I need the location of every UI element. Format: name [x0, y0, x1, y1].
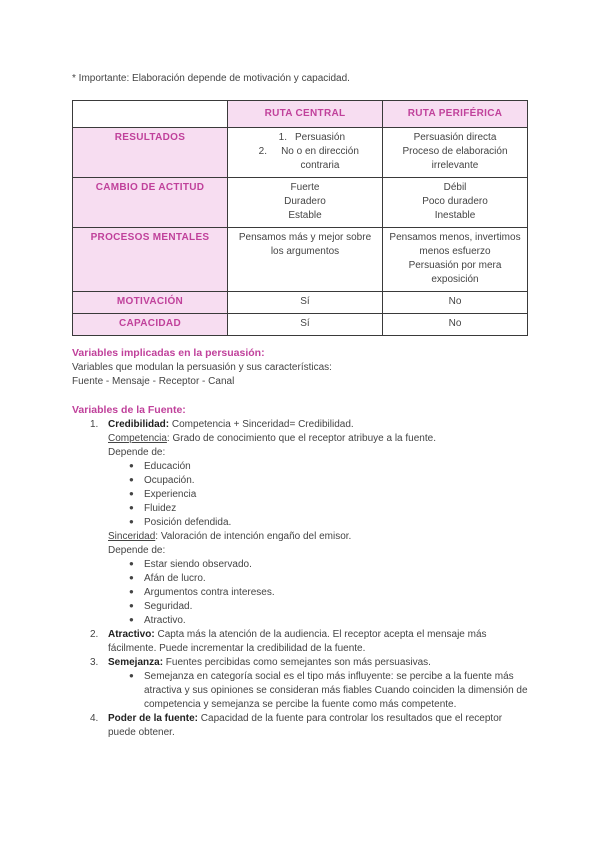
list-item: 1. Persuasión	[278, 132, 346, 143]
row-label-motivacion: MOTIVACIÓN	[73, 292, 228, 314]
row-label-cambio-actitud: CAMBIO DE ACTITUD	[73, 178, 228, 228]
cell-motivacion-periferica: No	[383, 292, 528, 314]
list-item: 2. No o en dirección contraria	[258, 146, 359, 171]
competencia-line: Competencia: Grado de conocimiento que el receptor atribuye a la fuente.	[108, 432, 436, 444]
paragraph: Variables que modulan la persuasión y sus características:	[72, 361, 332, 373]
row-label-procesos: PROCESOS MENTALES	[73, 228, 228, 292]
list-item: ● Afán de lucro.	[129, 572, 206, 584]
row-label-resultados: RESULTADOS	[73, 128, 228, 178]
list-item: 3. Semejanza: Fuentes percibidas como semejantes son más persuasivas.	[90, 656, 431, 668]
list-item: ● Seguridad.	[129, 600, 193, 612]
sinceridad-line: Sinceridad: Valoración de intención engaño del emisor.	[108, 530, 352, 542]
table-row	[73, 128, 528, 178]
list-item: ● Educación	[129, 460, 191, 472]
table-header-row	[73, 101, 528, 128]
table-row	[73, 178, 528, 228]
list-item: 2. Atractivo: Capta más la atención de la audiencia. El receptor acepta el mensaje más fácilmente. Puede incrementar la credibilidad de la fuente.	[90, 628, 487, 654]
list-item: ● Semejanza en categoría social es el tipo más influyente: se percibe a la fuente más atractiva y sus opiniones se consideran más fiables Cuando coinciden la dimensión de competencia y semejanza se percibe la fuente como más competente.	[129, 670, 528, 710]
list-item: ● Argumentos contra intereses.	[129, 586, 275, 598]
cell-cambio-central: Fuerte Duradero Estable	[228, 178, 383, 228]
cell-capacidad-central: Sí	[228, 314, 383, 336]
cell-resultados-central	[228, 128, 383, 178]
list-item: ● Posición defendida.	[129, 516, 232, 528]
section-variables-persuasion	[72, 346, 528, 389]
list-item: ● Fluidez	[129, 502, 177, 514]
cell-capacidad-periferica: No	[383, 314, 528, 336]
header-ruta-central: RUTA CENTRAL	[228, 101, 383, 128]
header-ruta-periferica: RUTA PERIFÉRICA	[383, 101, 528, 128]
list-item: ● Ocupación.	[129, 474, 195, 486]
depende-label: Depende de:	[108, 446, 166, 458]
list-item: 1. Credibilidad: Competencia + Sinceridad= Credibilidad.	[90, 418, 354, 430]
table-row	[73, 292, 528, 314]
paragraph: Fuente - Mensaje - Receptor - Canal	[72, 375, 235, 387]
cell-cambio-periferica: Débil Poco duradero Inestable	[383, 178, 528, 228]
cell-procesos-central: Pensamos más y mejor sobre los argumentos	[228, 228, 383, 292]
list-item: ● Experiencia	[129, 488, 197, 500]
section-variables-fuente	[72, 403, 528, 740]
row-label-capacidad: CAPACIDAD	[73, 314, 228, 336]
cell-motivacion-central: Sí	[228, 292, 383, 314]
note-text: * Importante: Elaboración depende de motivación y capacidad.	[72, 73, 350, 84]
list-item: 4. Poder de la fuente: Capacidad de la fuente para controlar los resultados que el receptor puede obtener.	[90, 712, 503, 738]
depende-label: Depende de:	[108, 544, 166, 556]
section-heading: Variables implicadas en la persuasión:	[72, 347, 265, 359]
list-item: ● Estar siendo observado.	[129, 558, 252, 570]
table-row	[73, 228, 528, 292]
cell-resultados-periferica: Persuasión directa Proceso de elaboración irrelevante	[383, 128, 528, 178]
list-item: ● Atractivo.	[129, 614, 186, 626]
section-heading: Variables de la Fuente:	[72, 404, 186, 416]
routes-comparison-table	[72, 100, 528, 336]
table-corner-cell	[73, 101, 228, 128]
cell-procesos-periferica: Pensamos menos, invertimos menos esfuerzo Persuasión por mera exposición	[383, 228, 528, 292]
table-row	[73, 314, 528, 336]
